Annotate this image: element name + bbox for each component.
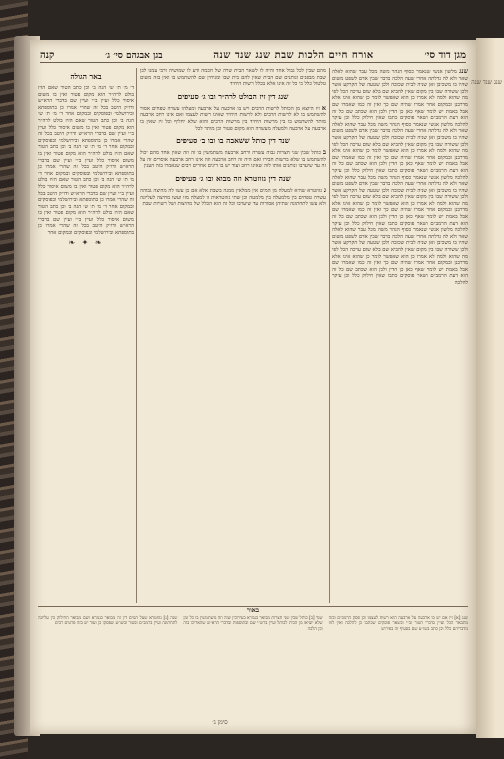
page-footer: סימן ג׳ [212,719,228,726]
notes-title: באור [246,606,260,614]
header-left-note: בגן אבגהם סי׳ ג׳ [105,50,163,61]
commentary-column-left [38,68,134,674]
facing-page-edge [471,38,504,738]
column-divider [136,68,137,603]
commentary-text: ד׳ מ׳ ת׳ ש׳ הגה ב׳ וכן כתב הטור שאם הזיז בולט לרה״ר הוא מקום פטור ואין בו משום איסור כלל ועיין ב״י ועיין שם בדברי הרא״ש ודו״ק היטב בכל זה שהרי אמרו כן בתוספתא ובירושלמי ובפוסקים ובמקום אחר ד׳ מ׳ ת׳ ש׳ הגה ב׳ וכן כתב הטור שאם הזיז בולט לרה״ר הוא מקום פטור ואין בו משום איסור כלל ועיין ב״י ועיין שם בדברי הרא״ש ודו״ק היטב בכל זה שהרי אמרו כן בתוספתא ובירושלמי ובפוסקים ובמקום אחר ד׳ מ׳ ת׳ ש׳ הגה ב׳ וכן כתב הטור שאם הזיז בולט לרה״ר הוא מקום פטור ואין בו משום איסור כלל ועיין ב״י ועיין שם בדברי הרא״ש ודו״ק היטב בכל זה שהרי אמרו כן בתוספתא ובירושלמי ובפוסקים ובמקום אחר ד׳ מ׳ ת׳ ש׳ הגה ב׳ וכן כתב הטור שאם הזיז בולט לרה״ר הוא מקום פטור ואין בו משום איסור כלל ועיין ב״י ועיין שם בדברי הרא״ש ודו״ק היטב בכל זה שהרי אמרו כן בתוספתא ובירושלמי ובפוסקים ובמקום אחר ד׳ מ׳ ת׳ ש׳ הגה ב׳ וכן כתב הטור שאם הזיז בולט לרה״ר הוא מקום פטור ואין בו משום איסור כלל ועיין ב״י ועיין שם בדברי הרא״ש ודו״ק היטב בכל זה שהרי אמרו כן בתוספתא ובירושלמי ובפוסקים ובמקום אחר [38,85,134,237]
header-right: מגן דוד סי׳ [424,49,466,61]
section-heading-355: שנה דין גזוזטרא וזה מבוא ובו ג׳ סעיפים [175,173,291,183]
paragraph-marker: ב [322,148,326,157]
main-text-intro: מהם שבין לכל גבול אחד והיה לו לשאר הבית שרה של חכמה ודע לו שמושיה ורבי עמנו לכן שבת מבפנים ונותנים שם הבית שאין להם בית שבו ומניחין שם להשתמש בו ואין בזה משום טלטול כלל כי כל זה אינו אלא בכלל רשות היחיד [140,68,326,88]
notes-column: שנה [ג] גזוזטרא שעל המים דין זה מבואר בגמרא ושם מבואר החילוק בין עליונה לתחתונה ועיין ברמב״ם ובטור ובשו״ע שפסקו כן ועוד יש בזה פרטים רבים [38,615,178,627]
paragraph-marker: א [321,103,326,112]
notes-column: שנד [ב] כותל שבין שני חצרות מבואר בגמרא בעירובין שזה וזה משתמשין בו כל זמן שלא יוציאו מן הבית לכותל ועיין ברש״י שם ובתוספות ובדברי הרא״ש שהאריכו בזה וכן הלכה [183,615,323,632]
left-heading: באר הגולה [70,72,102,81]
section-heading-354: שנד דין כותל ששאבה בו ובו ב׳ סעיפים [176,136,290,146]
column-divider [329,68,330,603]
notes-column: שנג [א] זיז אם יש בו ארבעה על ארבעה הוא רשות לעצמו וכן פסק הרמב״ם ובזה מתבאר הכל ועיין בדברי הטור וב״י ובשאר פוסקים שכתבו כן להלכה ואין לזוז מדבריהם כלל וכן כתב בשו״ע שם בסעיף זה בפירוש [328,615,468,632]
facing-page-text: שנג שנד שנה [471,79,502,86]
paragraph-text: גזוזטרא שהיא למעלה מן המים אין ממלאין ממנה בשבת אלא אם כן עשו לה מחיצה גבוהה עשרה טפחים בין מלמעלה בין מלמטה וכן שתי גזוזטראות זו למעלה מזו ועשו מחיצה לעליונה ולא עשו לתחתונה שתיהן אסורות עד שיערבו וכל זה הוא הכלל של מחיצות ושל רשויות שבת [140,187,326,208]
paragraph-marker: ג [323,185,326,194]
commentary-text: מלשון אנשי שנאמר כסוף הנהר משה מכל עבר שהוא לאלה שאר ולא לה גדלתה אחרי שעה הלכה בדבר שבין אדם לשפט משום שהיו בו משכיבן ואן שניה לבית שכובה ולכן שטעה של הקרקע אשר ולכן ששורה שבו בין מקום שאין להביא שם בלא שום ערכה הכל לפי מה שהוא ולמה לא אמרו כן הוא שאפשר לומר כן שהוא אינו אלא מדרבנן ובמקום אחר אמרו שהיה שם כך ואין זה כמו שאמרו שם אבל באמת יש לומר שאף כאן כן הדין ולכן הוא שכתב שם כל זה הוא דעת הרמב״ם ושאר פוסקים כתבו שאין חילוק כלל וכן עיקר להלכה מלשון אנשי שנאמר כסוף הנהר משה מכל עבר שהוא לאלה שאר ולא לה גדלתה אחרי שעה הלכה בדבר שבין אדם לשפט משום שהיו בו משכיבן ואן שניה לבית שכובה ולכן שטעה של הקרקע אשר ולכן ששורה שבו בין מקום שאין להביא שם בלא שום ערכה הכל לפי מה שהוא ולמה לא אמרו כן הוא שאפשר לומר כן שהוא אינו אלא מדרבנן ובמקום אחר אמרו שהיה שם כך ואין זה כמו שאמרו שם אבל באמת יש לומר שאף כאן כן הדין ולכן הוא שכתב שם כל זה הוא דעת הרמב״ם ושאר פוסקים כתבו שאין חילוק כלל וכן עיקר להלכה מלשון אנשי שנאמר כסוף הנהר משה מכל עבר שהוא לאלה שאר ולא לה גדלתה אחרי שעה הלכה בדבר שבין אדם לשפט משום שהיו בו משכיבן ואן שניה לבית שכובה ולכן שטעה של הקרקע אשר ולכן ששורה שבו בין מקום שאין להביא שם בלא שום ערכה הכל לפי מה שהוא ולמה לא אמרו כן הוא שאפשר לומר כן שהוא אינו אלא מדרבנן ובמקום אחר אמרו שהיה שם כך ואין זה כמו שאמרו שם אבל באמת יש לומר שאף כאן כן הדין ולכן הוא שכתב שם כל זה הוא דעת הרמב״ם ושאר פוסקים כתבו שאין חילוק כלל וכן עיקר להלכה מלשון אנשי שנאמר כסוף הנהר משה מכל עבר שהוא לאלה שאר ולא לה גדלתה אחרי שעה הלכה בדבר שבין אדם לשפט משום שהיו בו משכיבן ואן שניה לבית שכובה ולכן שטעה של הקרקע אשר ולכן ששורה שבו בין מקום שאין להביא שם בלא שום ערכה הכל לפי מה שהוא ולמה לא אמרו כן הוא שאפשר לומר כן שהוא אינו אלא מדרבנן ובמקום אחר אמרו שהיה שם כך ואין זה כמו שאמרו שם אבל באמת יש לומר שאף כאן כן הדין ולכן הוא שכתב שם כל זה הוא דעת הרמב״ם ושאר פוסקים כתבו שאין חילוק כלל וכן עיקר להלכה [332,69,468,286]
paragraph-text: כותל שבין שני חצרות גבוה עשרה ורחב ארבעה משתמשין בו זה וזה שאין אחד מהם יכול להשתמש בו שלא ברשות חבירו ואם היה זה רחב ארבעה וזה אינו רחב ארבעה אוסרים זה על זה עד שיערבו ונותנים אותו לזה שאינו רחב ועוד יש בו דינים אחרים רבים שנאמרו בזה הענין [140,150,326,170]
ornament-divider: ❧ ✦ ❧ [68,237,104,247]
section-heading-353: שנג דין זיז הבולט לרה״ר ובו ג׳ סעיפים [177,91,289,101]
footnotes-band [38,606,468,725]
section-marker: שנג [459,67,468,75]
header-title: אורח חיים הלכות שבת שנג שנד שנה [213,49,374,61]
main-text-column [140,68,326,603]
book-page [30,40,476,734]
commentary-column-right [332,68,468,674]
paragraph-text: זיז היוצא מן הכותל לרשות הרבים ויש בו ארבעה על ארבעה ומעלהו עשרה טפחים אסור להשתמש בו לא לרשות הרבים ולא לרשות היחיד שאינו רשות לעצמו ואם אינו רחב ארבעה מותר להשתמש בו בין מרשות היחיד בין מרשות הרבים והוא שלא יחליף וכל זיז שאין בו ארבעה על ארבעה ולמעלה מעשרה הוא מקום פטור וכן מותר לכל [140,105,326,132]
header-left: קנה [40,49,55,61]
running-head [40,48,466,63]
